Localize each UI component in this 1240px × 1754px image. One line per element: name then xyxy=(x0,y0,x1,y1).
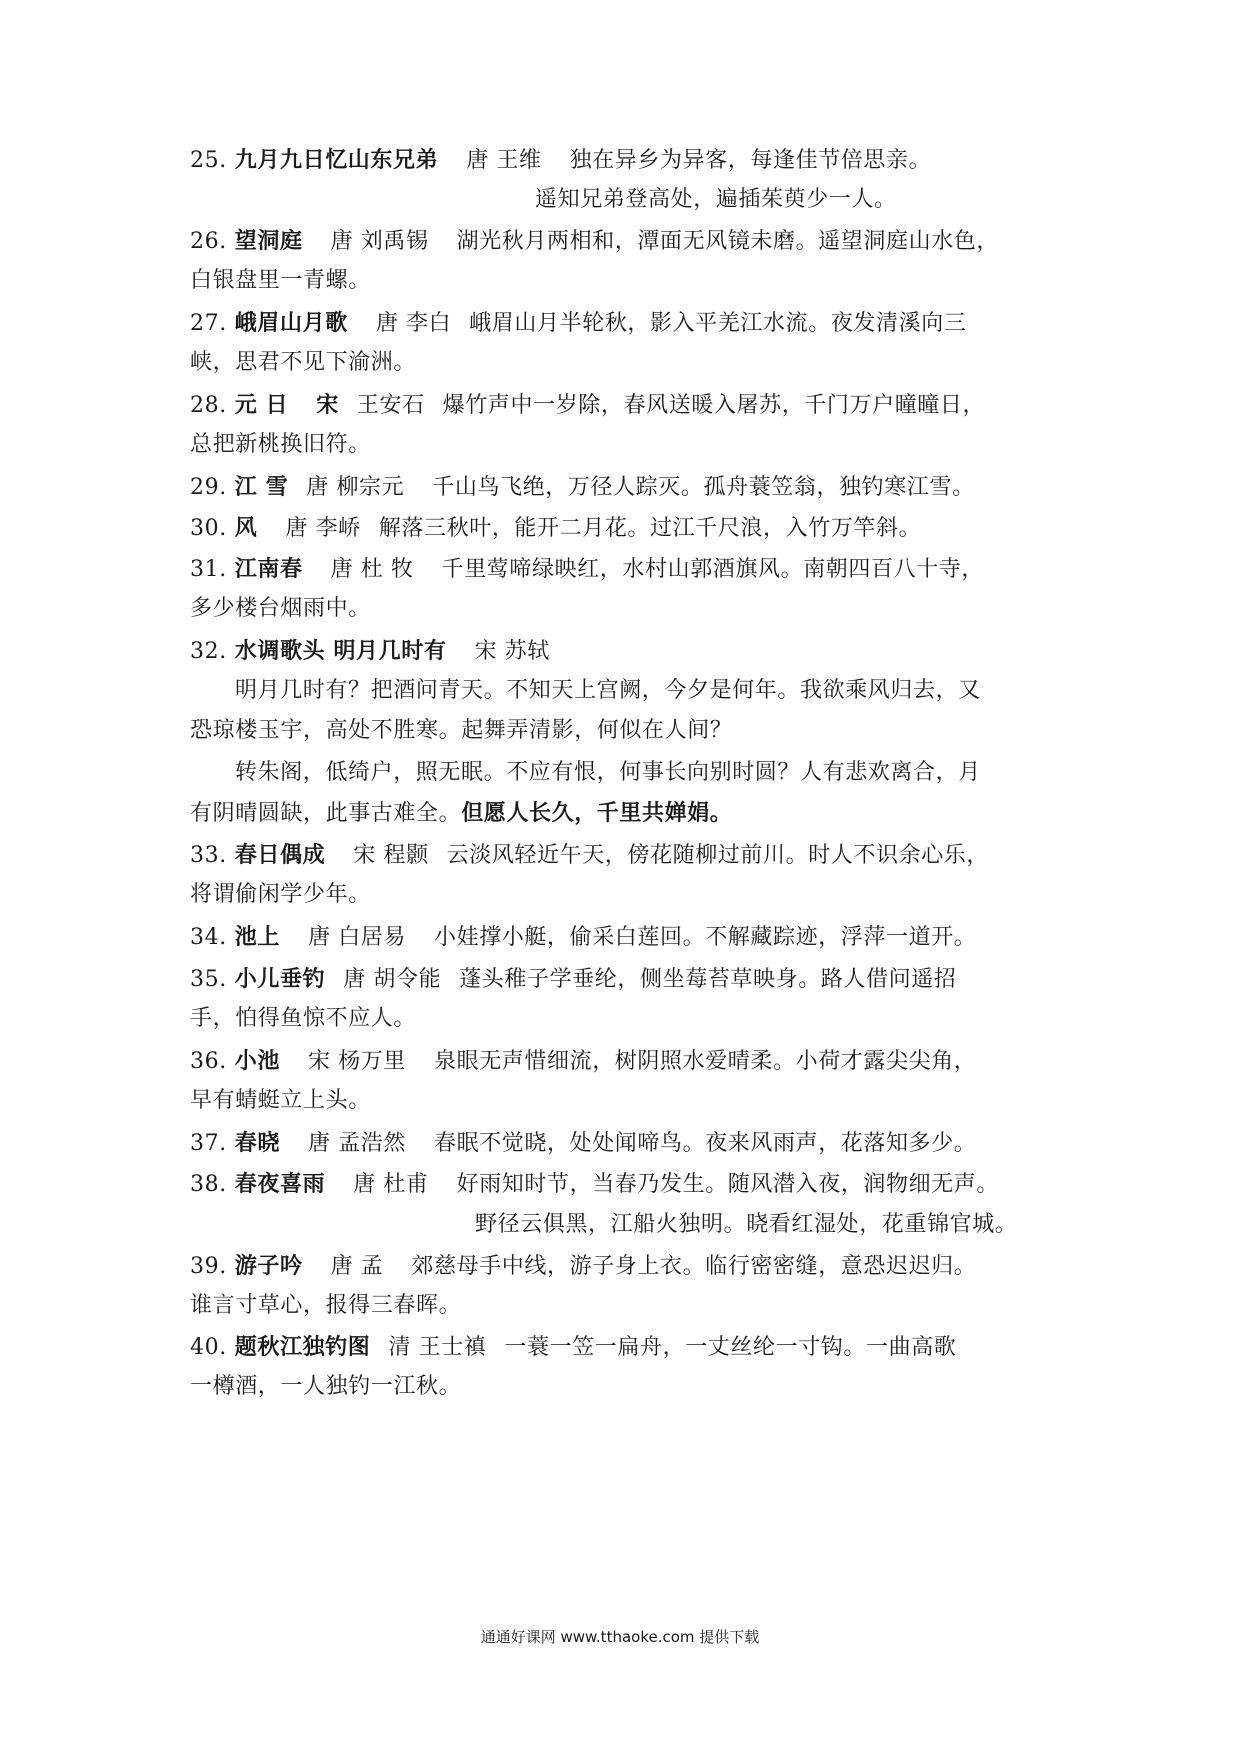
poem-line: 29. 江 雪 唐 柳宗元 千山鸟飞绝，万径人踪灭。孤舟蓑笠翁，独钓寒江雪。 xyxy=(190,474,975,500)
poem-text: 恐琼楼玉宇，高处不胜寒。起舞弄清影，何似在人间？ xyxy=(190,718,733,743)
poem-text: 白银盘里一青螺。 xyxy=(190,268,371,293)
poem-text: 一樽酒，一人独钓一江秋。 xyxy=(190,1374,462,1399)
poem-text: 总把新桃换旧符。 xyxy=(190,432,371,457)
poem-line: 31. 江南春 唐 杜 牧 千里莺啼绿映红，水村山郭酒旗风。南朝四百八十寺， xyxy=(190,556,985,582)
poem-title: 风 xyxy=(234,515,258,541)
poem-text: 有阴晴圆缺，此事古难全。 xyxy=(190,801,462,826)
poem-line: 34. 池上 唐 白居易 小娃撑小艇，偷采白莲回。不解藏踪迹，浮萍一道开。 xyxy=(190,924,977,950)
poem-title: 望洞庭 xyxy=(234,228,303,254)
poem-line xyxy=(190,430,1070,460)
poem-title: 元 日 xyxy=(234,392,289,418)
poem-line: 28. 元 日 宋 王安石 爆竹声中一岁除，春风送暖入屠苏，千门万户曈曈日， xyxy=(190,392,986,418)
poem-line xyxy=(235,758,1115,788)
poem-line: 33. 春日偶成 宋 程颢 云淡风轻近午天，傍花随柳过前川。时人不识余心乐， xyxy=(190,842,990,868)
poem-title: 水调歌头 明月几时有 xyxy=(234,638,447,664)
poem-line xyxy=(190,880,1070,910)
poem-line: 37. 春晓 唐 孟浩然 春眠不觉晓，处处闻啼鸟。夜来风雨声，花落知多少。 xyxy=(190,1130,977,1156)
poem-title: 江南春 xyxy=(234,556,303,582)
poem-line xyxy=(475,1210,1075,1240)
poem-title: 游子吟 xyxy=(234,1253,303,1279)
poem-title: 春夜喜雨 xyxy=(234,1171,326,1197)
poem-dynasty: 宋 xyxy=(316,392,339,418)
poem-author: 王安石 xyxy=(356,393,425,418)
poem-text: 明月几时有？把酒问青天。不知天上宫阙，今夕是何年。我欲乘风归去，又 xyxy=(235,678,981,703)
poem-text: 泉眼无声惜细流，树阴照水爱晴柔。小荷才露尖尖角， xyxy=(434,1049,977,1074)
poem-title: 春晓 xyxy=(234,1130,280,1156)
poem-author: 唐 杜甫 xyxy=(353,1172,429,1197)
poem-author: 唐 柳宗元 xyxy=(306,475,405,500)
poem-line xyxy=(535,185,1075,215)
poem-line: 40. 题秋江独钓图 清 王士禛 一蓑一笠一扁舟，一丈丝纶一寸钩。一曲高歌 xyxy=(190,1334,957,1360)
poem-text: 蓬头稚子学垂纶，侧坐莓苔草映身。路人借问遥招 xyxy=(459,967,957,992)
poem-text: 湖光秋月两相和，潭面无风镜未磨。遥望洞庭山水色， xyxy=(456,229,1000,254)
poem-author: 唐 王维 xyxy=(466,148,542,173)
poem-text: 峨眉山月半轮秋，影入平羌江水流。夜发清溪向三 xyxy=(469,311,967,336)
poem-line xyxy=(190,266,1070,296)
poem-title: 九月九日忆山东兄弟 xyxy=(234,147,439,173)
poem-title: 春日偶成 xyxy=(234,842,326,868)
poem-title: 小池 xyxy=(234,1048,280,1074)
poem-author: 宋 程颢 xyxy=(353,843,429,868)
poem-line xyxy=(190,1086,1070,1116)
poem-author: 唐 孟 xyxy=(330,1254,384,1279)
poem-line xyxy=(235,676,1115,706)
poem-text: 郊慈母手中线，游子身上衣。临行密密缝，意恐迟迟归。 xyxy=(411,1254,977,1279)
poem-text: 峡，思君不见下渝洲。 xyxy=(190,350,417,375)
poem-author: 唐 胡令能 xyxy=(343,967,442,992)
poem-title: 题秋江独钓图 xyxy=(234,1334,371,1360)
poem-text: 谁言寸草心，报得三春晖。 xyxy=(190,1293,462,1318)
poem-text: 将谓偷闲学少年。 xyxy=(190,882,371,907)
poem-text: 野径云俱黑，江船火独明。晓看红湿处，花重锦官城。 xyxy=(475,1212,1018,1237)
poem-author: 唐 白居易 xyxy=(308,925,406,950)
poem-line xyxy=(190,1004,1070,1034)
poem-text: 好雨知时节，当春乃发生。随风潜入夜，润物细无声。 xyxy=(456,1172,1000,1197)
poem-author: 宋 杨万里 xyxy=(308,1049,406,1074)
poem-text: 早有蜻蜓立上头。 xyxy=(190,1088,371,1113)
poem-author: 清 王士禛 xyxy=(388,1335,487,1360)
poem-author: 唐 杜 牧 xyxy=(330,557,414,582)
poem-text: 小娃撑小艇，偷采白莲回。不解藏踪迹，浮萍一道开。 xyxy=(434,925,977,950)
poem-line: 39. 游子吟 唐 孟 郊慈母手中线，游子身上衣。临行密密缝，意恐迟迟归。 xyxy=(190,1253,977,1279)
poem-line xyxy=(190,1291,1070,1321)
poem-text: 千里莺啼绿映红，水村山郭酒旗风。南朝四百八十寺， xyxy=(441,557,985,582)
poem-text: 独在异乡为异客，每逢佳节倍思亲。 xyxy=(569,148,932,173)
page-footer: 通通好课网 www.tthaoke.com 提供下载 xyxy=(480,1628,760,1646)
poem-author: 宋 苏轼 xyxy=(474,639,550,664)
poem-line: 38. 春夜喜雨 唐 杜甫 好雨知时节，当春乃发生。随风潜入夜，润物细无声。 xyxy=(190,1171,1000,1197)
poem-author: 唐 李白 xyxy=(375,311,452,336)
poem-author: 唐 孟浩然 xyxy=(308,1131,406,1156)
poem-title: 池上 xyxy=(234,924,280,950)
poem-line xyxy=(190,1372,1070,1402)
poem-text: 云淡风轻近午天，傍花随柳过前川。时人不识余心乐， xyxy=(446,843,990,868)
poem-text: 解落三秋叶，能开二月花。过江千尺浪，入竹万竿斜。 xyxy=(378,516,922,541)
poem-line xyxy=(190,594,1070,624)
poem-line: 35. 小儿垂钓 唐 胡令能 蓬头稚子学垂纶，侧坐莓苔草映身。路人借问遥招 xyxy=(190,966,957,992)
poem-line xyxy=(190,348,1070,378)
poem-line: 30. 风 唐 李峤 解落三秋叶，能开二月花。过江千尺浪，入竹万竿斜。 xyxy=(190,515,922,541)
poem-line xyxy=(190,798,1070,829)
poem-line: 36. 小池 宋 杨万里 泉眼无声惜细流，树阴照水爱晴柔。小荷才露尖尖角， xyxy=(190,1048,977,1074)
poem-text: 手，怕得鱼惊不应人。 xyxy=(190,1006,417,1031)
poem-author: 唐 李峤 xyxy=(285,516,361,541)
poem-line: 26. 望洞庭 唐 刘禹锡 湖光秋月两相和，潭面无风镜未磨。遥望洞庭山水色， xyxy=(190,228,1000,254)
poem-line: 25. 九月九日忆山东兄弟 唐 王维 独在异乡为异客，每逢佳节倍思亲。 xyxy=(190,147,932,173)
poem-line xyxy=(190,716,1070,746)
poem-line: 27. 峨眉山月歌 唐 李白 峨眉山月半轮秋，影入平羌江水流。夜发清溪向三 xyxy=(190,310,967,336)
poem-text: 转朱阁，低绮户，照无眠。不应有恨，何事长向别时圆？人有悲欢离合，月 xyxy=(235,760,981,785)
poem-title: 峨眉山月歌 xyxy=(234,310,348,336)
poem-text: 多少楼台烟雨中。 xyxy=(190,596,371,621)
poem-line: 32. 水调歌头 明月几时有 宋 苏轼 xyxy=(190,638,550,664)
poem-text: 千山鸟飞绝，万径人踪灭。孤舟蓑笠翁，独钓寒江雪。 xyxy=(432,475,975,500)
poem-text: 遥知兄弟登高处，遍插茱萸少一人。 xyxy=(535,187,897,212)
poem-title: 小儿垂钓 xyxy=(234,966,326,992)
poem-text: 一蓑一笠一扁舟，一丈丝纶一寸钩。一曲高歌 xyxy=(504,1335,957,1360)
poem-title: 江 雪 xyxy=(234,474,289,500)
poem-author: 唐 刘禹锡 xyxy=(330,229,429,254)
poem-text: 爆竹声中一岁除，春风送暖入屠苏，千门万户曈曈日， xyxy=(442,393,986,418)
poem-highlight: 但愿人长久，千里共婵娟。 xyxy=(461,800,733,826)
poem-text: 春眠不觉晓，处处闻啼鸟。夜来风雨声，花落知多少。 xyxy=(434,1131,977,1156)
